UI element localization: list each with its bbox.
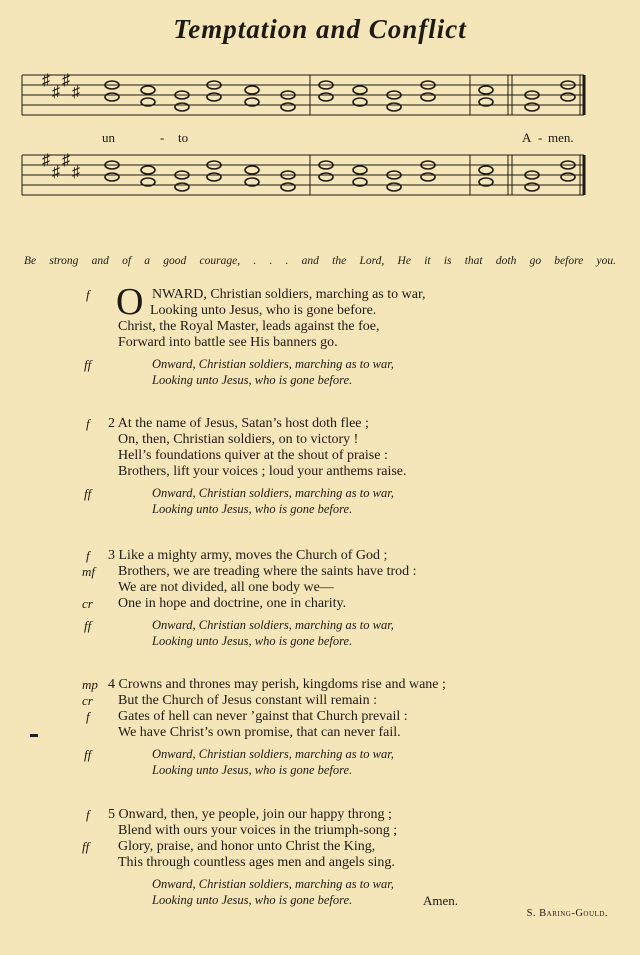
refrain-line: [0, 877, 640, 893]
verse-text: 2 At the name of Jesus, Satan’s host doth flee ;: [108, 416, 369, 431]
dynamic-marking: mf: [82, 564, 95, 579]
verse-line: [0, 855, 640, 871]
dynamic-marking: ff: [84, 747, 92, 762]
svg-text:♯: ♯: [52, 84, 60, 101]
dynamic-marking: cr: [82, 693, 93, 708]
svg-text:♯: ♯: [72, 84, 80, 101]
verse-line: [0, 319, 640, 335]
verse-text: Glory, praise, and honor unto Christ the King,: [118, 839, 376, 854]
svg-text:♯: ♯: [42, 152, 50, 169]
svg-text:♯: ♯: [42, 72, 50, 89]
margin-mark: [30, 734, 38, 737]
verse-line: [0, 807, 640, 823]
svg-text:♯: ♯: [62, 152, 70, 169]
lyric-syllable: -: [538, 130, 543, 145]
verse-line: [0, 839, 640, 855]
drop-cap: O: [116, 281, 144, 323]
dynamic-marking: f: [86, 287, 90, 302]
dynamic-marking: f: [86, 807, 90, 822]
verse-text: We are not divided, all one body we—: [118, 580, 334, 595]
verse-line: [0, 823, 640, 839]
verse-text: Looking unto Jesus, who is gone before.: [150, 303, 377, 318]
verse-text: We have Christ’s own promise, that can never fail.: [118, 725, 401, 740]
refrain-line: [0, 618, 640, 634]
verse-line: [0, 303, 640, 319]
verse-text: Forward into battle see His banners go.: [118, 335, 338, 350]
verse-line: [0, 464, 640, 480]
svg-text:♯: ♯: [62, 72, 70, 89]
refrain-line: [0, 373, 640, 389]
verse-text: 5 Onward, then, ye people, join our happy throng ;: [108, 807, 392, 822]
refrain-line: [0, 634, 640, 650]
lyric-syllable: -: [160, 130, 165, 145]
amen: Amen.: [423, 893, 459, 908]
refrain-text: Looking unto Jesus, who is gone before.: [152, 893, 353, 907]
dynamic-marking: f: [86, 548, 90, 563]
lyric-syllable: un: [102, 130, 115, 145]
refrain-text: Onward, Christian soldiers, marching as to war,: [152, 357, 394, 371]
dynamic-marking: ff: [84, 618, 92, 633]
refrain-text: Looking unto Jesus, who is gone before.: [152, 502, 353, 516]
refrain-text: Onward, Christian soldiers, marching as to war,: [152, 486, 394, 500]
dynamic-marking: f: [86, 709, 90, 724]
refrain-line: [0, 893, 640, 909]
verse-text: Hell’s foundations quiver at the shout of praise :: [118, 448, 388, 463]
dynamic-marking: ff: [84, 357, 92, 372]
refrain-line: [0, 357, 640, 373]
verse-line: [0, 677, 640, 693]
verse-text: 4 Crowns and thrones may perish, kingdoms rise and wane ;: [108, 677, 446, 692]
verse-text: One in hope and doctrine, one in charity.: [118, 596, 347, 611]
verse-text: Christ, the Royal Master, leads against the foe,: [118, 319, 380, 334]
svg-text:♯: ♯: [72, 164, 80, 181]
hymn-title: Temptation and Conflict: [173, 14, 467, 44]
verse-line: [0, 287, 640, 303]
lyric-syllable: men.: [548, 130, 574, 145]
bass-staff: [22, 152, 584, 195]
refrain-text: Looking unto Jesus, who is gone before.: [152, 373, 353, 387]
verse-text: This through countless ages men and angels sing.: [118, 855, 395, 870]
verse-line: [0, 580, 640, 596]
dynamic-marking: f: [86, 416, 90, 431]
treble-staff: [22, 72, 584, 115]
verse-text: Brothers, we are treading where the saints have trod :: [118, 564, 417, 579]
verse-text: Gates of hell can never ’gainst that Church prevail :: [118, 709, 408, 724]
verse-line: [0, 596, 640, 612]
dynamic-marking: ff: [84, 486, 92, 501]
verse-text: 3 Like a mighty army, moves the Church of God ;: [108, 548, 388, 563]
verse-text: But the Church of Jesus constant will remain :: [118, 693, 377, 708]
lyric-syllable: A: [522, 130, 532, 145]
dynamic-marking: mp: [82, 677, 98, 692]
svg-text:♯: ♯: [52, 164, 60, 181]
verse-text: Brothers, lift your voices ; loud your anthems raise.: [118, 464, 407, 479]
refrain-line: [0, 502, 640, 518]
verse-line: [0, 709, 640, 725]
author-credit: S. Baring-Gould.: [526, 908, 608, 919]
verse-line: [0, 416, 640, 432]
verse-text: Blend with ours your voices in the triumph-song ;: [118, 823, 398, 838]
refrain-line: [0, 763, 640, 779]
epigraph: Be strong and of a good courage, . . . and the Lord, He it is that doth go before you.: [24, 255, 616, 267]
verse-line: [0, 335, 640, 351]
refrain-line: [0, 486, 640, 502]
verse-line: [0, 432, 640, 448]
verse-text: On, then, Christian soldiers, on to victory !: [118, 432, 359, 447]
dynamic-marking: ff: [82, 839, 90, 854]
verse-line: [0, 548, 640, 564]
verse-text: NWARD, Christian soldiers, marching as to war,: [152, 287, 426, 302]
refrain-text: Onward, Christian soldiers, marching as to war,: [152, 877, 394, 891]
verse-line: [0, 448, 640, 464]
lyric-syllable: to: [178, 130, 189, 145]
verse-line: [0, 693, 640, 709]
verse-line: [0, 725, 640, 741]
refrain-line: [0, 747, 640, 763]
refrain-text: Onward, Christian soldiers, marching as to war,: [152, 618, 394, 632]
verse-line: [0, 564, 640, 580]
refrain-text: Looking unto Jesus, who is gone before.: [152, 634, 353, 648]
dynamic-marking: cr: [82, 596, 93, 611]
music-notation: [0, 0, 640, 220]
refrain-text: Looking unto Jesus, who is gone before.: [152, 763, 353, 777]
refrain-text: Onward, Christian soldiers, marching as to war,: [152, 747, 394, 761]
